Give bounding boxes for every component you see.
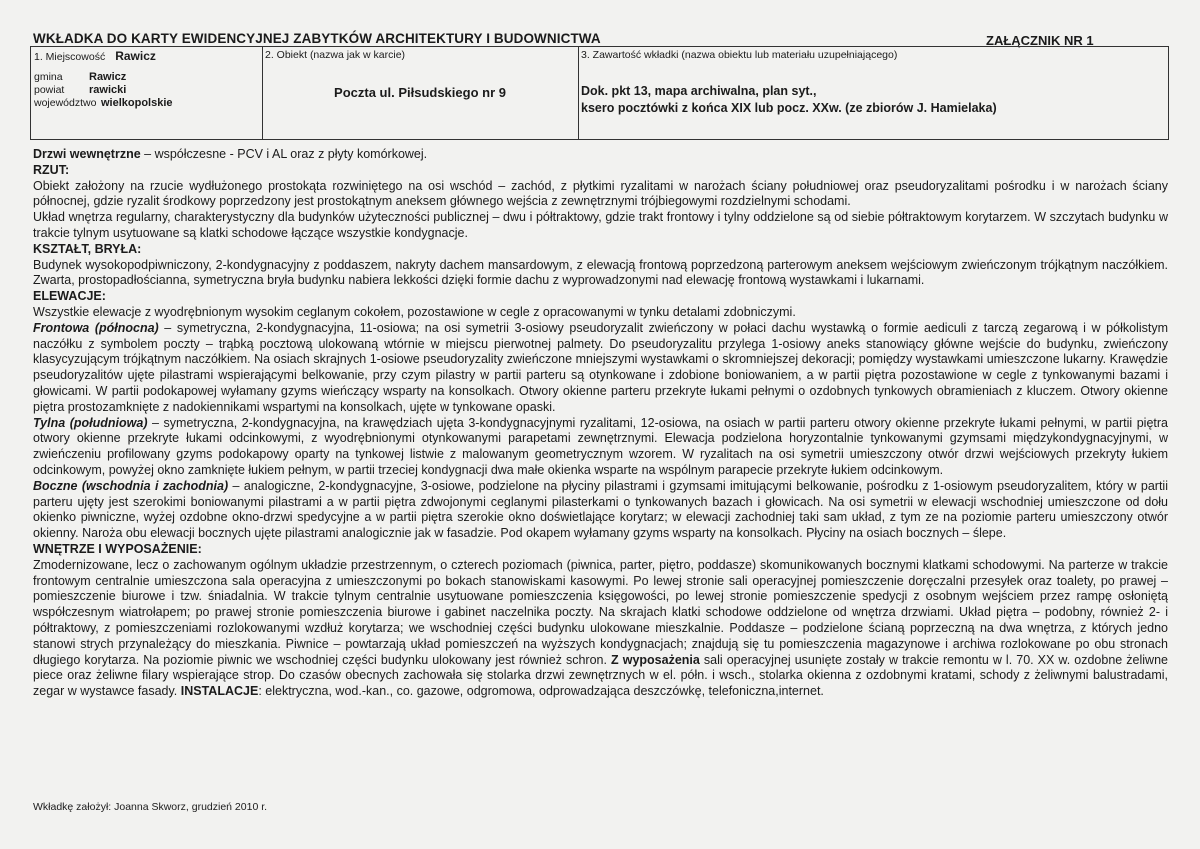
header-table [30,46,1169,140]
contents-cell [578,47,1168,139]
wojewodztwo-value: wielkopolskie [101,97,173,109]
ksztalt-heading: KSZTAŁT, BRYŁA: [33,241,142,256]
instalacje-label: INSTALACJE [180,684,259,699]
powiat-label: powiat [34,84,65,96]
wnetrze-paragraph: Zmodernizowane, lecz o zachowanym ogólnym układzie przestrzennym, o czterech poziomach (piwnica, parter, piętro, poddasze) skomunikowanych bocznymi klatkami schodowymi. Na parterze w trakcie frontowym centralnie umieszczona sala operacyjna z umieszczonymi po bokach stanowiskami kasowymi. Po lewej stronie sali operacyjnej pomieszczenie doręczalni przesyłek oraz toalety, po prawej – pomieszczenie biurowe i tzw. śniadalnia. W trakcie tylnym centralnie usytuowane pomieszczenia księgowości, po lewej stronie pomieszczenie spedycji z osobnym wejściem przez rampę osłoniętą współczesnym wiatrołapem; po prawej stronie pomieszczenia biurowe i gabinet naczelnika poczty. Na skrajach klatki schodowe oddzielone od wnętrza drzwiami. Układ piętra – podobny, również 2- i półtraktowy, z pomieszczeniami rozlokowanymi wzdłuż korytarza; we wschodniej części budynku ulokowane mieszkalnie. Poddasze – podzielone ścianą poprzeczną na dwa wnętrza, z których jedno stanowi strych przynależący do mieszkania. Piwnice – powtarzają układ pomieszczeń na wyższych kondygnacjach; znajdują się tu pomieszczenia magazynowe i archiwa rozlokowane po obu stronach długiego korytarza. Na poziomie piwnic we wschodniej części budynku ulokowany jest również schron. Z wyposażenia sali operacyjnej usunięte zostały w trakcie remontu w l. 70. XX w. ozdobne żeliwne piece oraz żeliwne filary wspierające strop. Do czasów obecnych zachowała się stolarka drzwi zewnętrznych w el. półn. i wsch., stolarka okienna z ozdobnymi kratami, schody z żeliwnymi balustradami, zegar w wystawce fasady. INSTALACJE: elektryczna, wod.-kan., co. gazowe, odgromowa, odprowadzająca deszczówkę, telefoniczna,internet. [33,557,1168,699]
location-label: 1. Miejscowość [34,51,106,63]
document-title: WKŁADKA DO KARTY EWIDENCYJNEJ ZABYTKÓW ARCHITEKTURY I BUDOWNICTWA [33,31,601,46]
powiat-row [34,84,127,96]
tylna-heading: Tylna (południowa) [33,415,148,430]
contents-label: 3. Zawartość wkładki (nazwa obiektu lub materiału uzupełniającego) [581,49,898,61]
contents-value [581,83,997,117]
gmina-value: Rawicz [89,71,127,83]
frontowa-heading: Frontowa (północna) [33,320,159,335]
rzut-paragraph-1: Obiekt założony na rzucie wydłużonego prostokąta rozwiniętego na osi wschód – zachód, z płytkimi ryzalitami w narożach ściany południowej oraz pseudoryzalitami pośrodku i w narożach ściany północnej, gdzie ryzalit środkowy poprzedzony jest prostokątnym aneksem głównego wejścia z zewnętrznymi trójbiegowymi rozdzielnymi schodami. [33,178,1168,209]
boczne-heading: Boczne (wschodnia i zachodnia) [33,478,229,493]
boczne-paragraph: Boczne (wschodnia i zachodnia) – analogiczne, 2-kondygnacyjne, 3-osiowe, podzielone na płyciny pilastrami i gzymsami imitującymi belkowanie, pośrodku z 1-osiowym pseudoryzalitem, który w partii parteru ujęty jest szerokimi boniowanymi pilastrami a w partii piętra zdwojonymi ceglanymi pilasterkami o tynkowanych bazach i głowicach. Na osi symetrii w elewacji wschodniej umieszczone od dołu okienko piwniczne, wyżej ozdobne okno-drzwi spedycyjne a w partii piętra szerokie okno doświetlające korytarz; w elewacji zachodniej taki sam układ, z tym ze na poziomie parteru umieszczony otwór okienny. Naroża obu elewacji bocznych ujęte pilastrami analogicznie jak w fasadzie. Pod okapem wyłamany gzyms wsparty na konsolkach. Płyciny na osiach bocznych – ślepe. [33,478,1168,541]
powiat-value: rawicki [89,84,127,96]
rzut-heading: RZUT: [33,162,70,177]
contents-line-1: Dok. pkt 13, mapa archiwalna, plan syt., [581,84,817,98]
tylna-paragraph: Tylna (południowa) – symetryczna, 2-kondygnacyjna, na krawędziach ujęta 3-kondygnacyjnymi ryzalitami, 12-osiowa, na osiach w partii parteru otwory okienne przekryte łukami pełnymi, w partii piętra otwory okienne przekryte łukami odcinkowymi, z wyodrębnionymi otynkowanymi parapetami zewnętrznymi. Elewacja podzielona horyzontalnie tynkowanymi gzymsami międzykondygnacyjnymi, w zwieńczeniu profilowany gzyms podokapowy oparty na tynkowej listwie z malowanym geometrycznym wzorem. W ryzalitach na osi symetrii umieszczony otwór drzwi wejściowych przekryty łukiem odcinkowym, powyżej okno zamknięte łukiem pełnym, w partii trzeciej kondygnacji dwa małe okienka wsparte na wspólnym parapecie przekryte łukiem odcinkowym. [33,415,1168,477]
wnetrze-heading: WNĘTRZE I WYPOSAŻENIE: [33,541,202,556]
author-footer: Wkładkę założył: Joanna Skworz, grudzień 2010 r. [33,801,268,813]
drzwi-heading: Drzwi wewnętrzne [33,147,141,161]
location-cell [31,47,263,139]
gmina-label: gmina [34,71,63,83]
gmina-row [34,71,127,83]
wojewodztwo-label: województwo [34,97,97,109]
rzut-paragraph-2: Układ wnętrza regularny, charakterystyczny dla budynków użyteczności publicznej – dwu i półtraktowy, gdzie trakt frontowy i tylny oddzielone są od siebie półtraktowym korytarzem. W szczytach budynku w trakcie tylnym usytuowane są klatki schodowe łączące wszystkie kondygnacje. [33,210,1168,240]
ksztalt-paragraph: Budynek wysokopodpiwniczony, 2-kondygnacyjny z poddaszem, nakryty dachem mansardowym, z elewacją frontową poprzedzoną parterowym aneksem wejściowym zwieńczonym trójkątnym naczółkiem. Zwarta, prostopadłościanna, symetryczna bryła budynku nabiera lekkości dzięki formie dachu z wyprowadzonymi nad elewację frontową wystawkami i lukarnami. [33,257,1168,288]
drzwi-paragraph: Drzwi wewnętrzne – współczesne - PCV i AL oraz z płyty komórkowej. [33,147,428,161]
wojewodztwo-row [34,97,173,109]
contents-line-2: ksero pocztówki z końca XIX lub pocz. XXw. (ze zbiorów J. Hamielaka) [581,101,997,115]
elewacje-heading: ELEWACJE: [33,289,106,304]
location-value: Rawicz [115,49,156,63]
annex-label: ZAŁĄCZNIK NR 1 [986,33,1094,48]
object-cell [262,47,579,139]
wyposazenia-label: Z wyposażenia [611,652,700,667]
document-body [33,147,1168,700]
object-name: Poczta ul. Piłsudskiego nr 9 [334,85,506,100]
object-label: 2. Obiekt (nazwa jak w karcie) [265,49,406,61]
frontowa-paragraph: Frontowa (północna) – symetryczna, 2-kondygnacyjna, 11-osiowa; na osi symetrii 3-osiowy pseudoryzalit zwieńczony w połaci dachu wystawką o formie aediculi z tarczą zegarową i w półkolistym naczółku z symbolem poczty – trąbką pocztową ulokowaną wtórnie w miejscu pierwotnej palmety. Do pseudoryzalitu przylega 1-osiowy aneks stanowiący główne wejście do budynku, zwieńczony klasycyzującym trójkątnym naczółkiem. Na osiach skrajnych 1-osiowe pseudoryzality zwieńczone mniejszymi wystawkami o skromniejszej dekoracji; pomiędzy wystawkami umieszczone lukarny. Krawędzie pseudoryzalitów ujęte pilastrami wspierającymi belkowanie, przy czym pilastry w partii parteru są otynkowane i zdobione boniowaniem, a w partii piętra pozostawione w cegle z tynkowanymi bazami i głowicami. W partii podokapowej wyłamany gzyms wieńczący wsparty na konsolkach. Otwory okienne parteru przekryte łukami pełnymi o ozdobnych tynkowych obramieniach z kluczem. Otwory okienne piętra prostozamknięte z nadokiennikami wspartymi na konsolkach, ujęte w tynkowane opaski. [33,320,1168,414]
elewacje-paragraph: Wszystkie elewacje z wyodrębnionym wysokim ceglanym cokołem, pozostawione w cegle z opracowanymi w tynku detalami zdobniczymi. [33,304,796,319]
